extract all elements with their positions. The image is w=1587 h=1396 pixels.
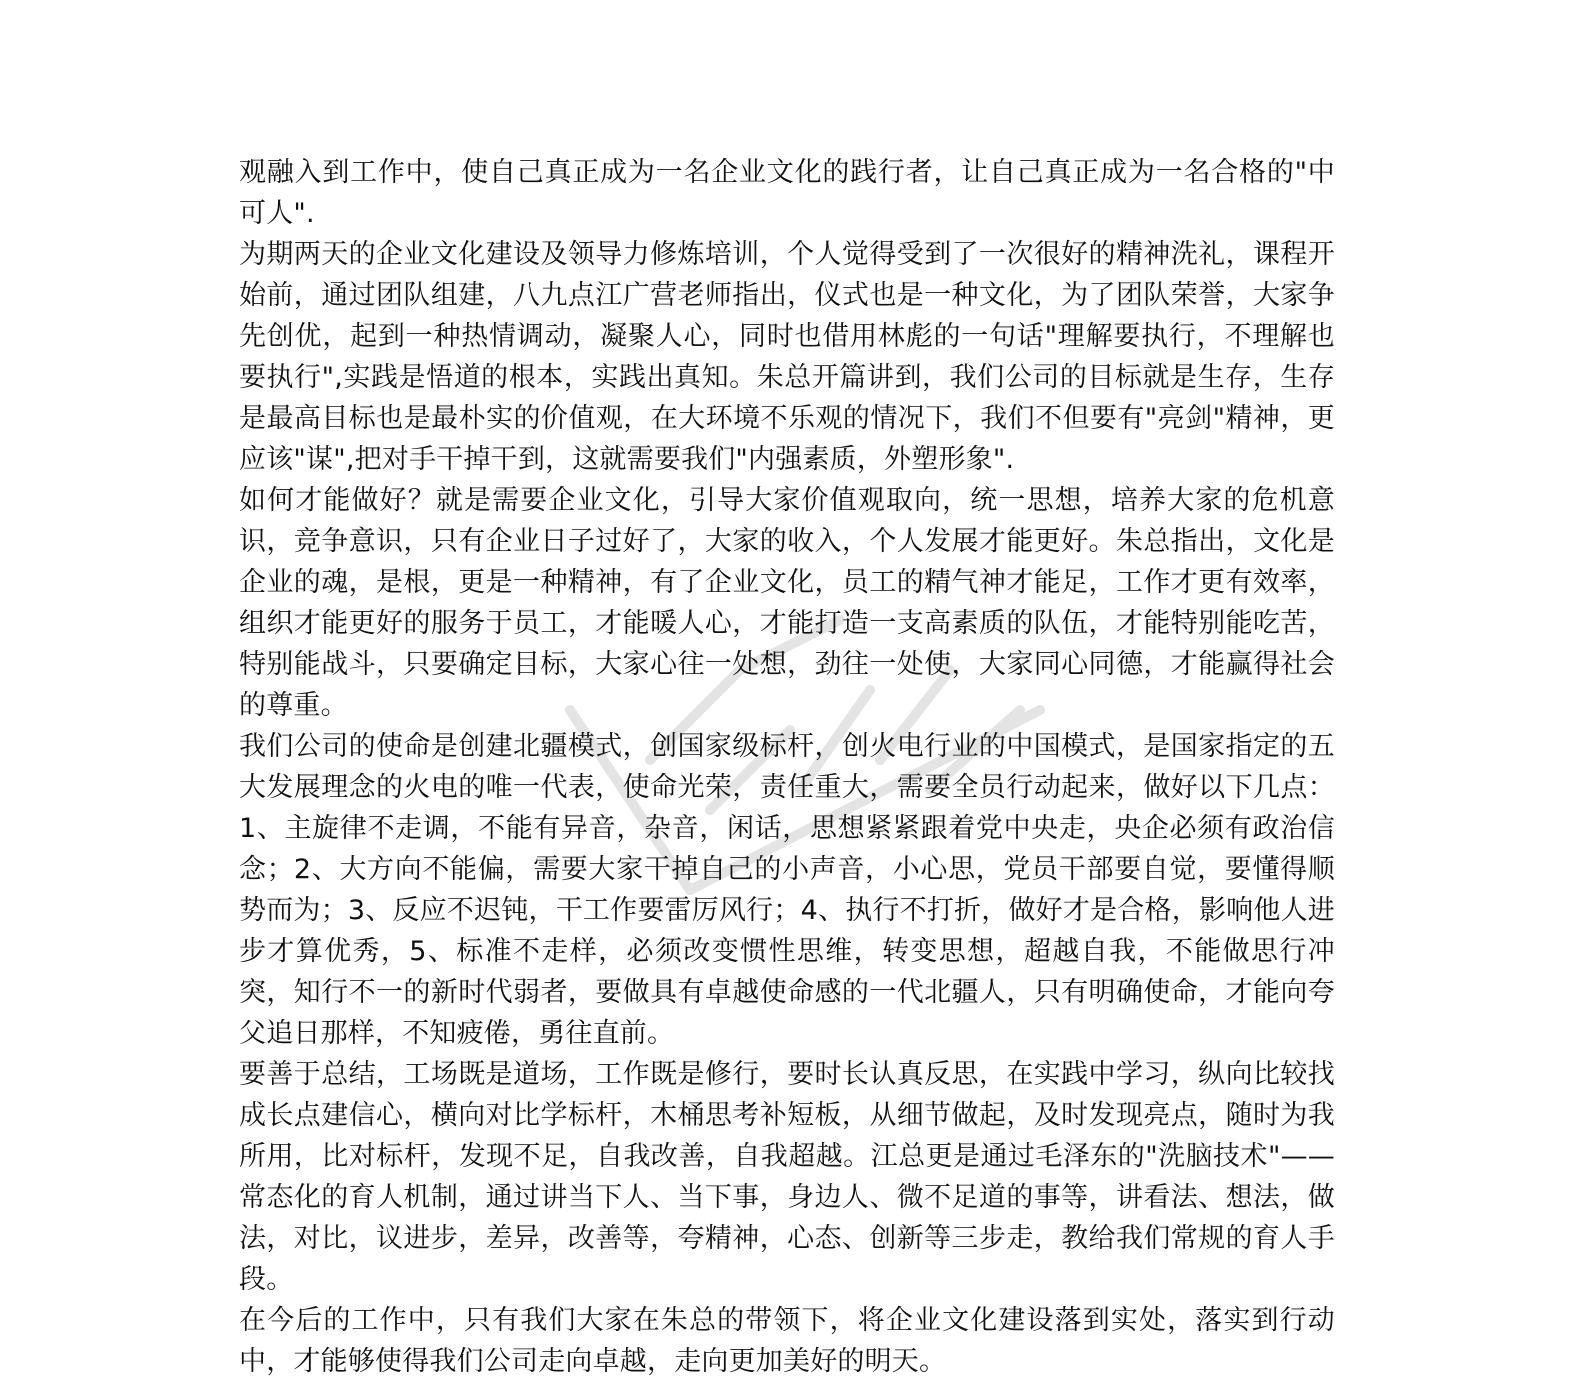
- paragraph-5: 要善于总结，工场既是道场，工作既是修行，要时长认真反思，在实践中学习，纵向比较找成长点建信心，横向对比学标杆，木桶思考补短板，从细节做起，及时发现亮点，随时为我所用，比对标杆，发现不足，自我改善，自我超越。江总更是通过毛泽东的"洗脑技术"——常态化的育人机制，通过讲当下人、当下事，身边人、微不足道的事等，讲看法、想法，做法，对比，议进步，差异，改善等，夸精神，心态、创新等三步走，教给我们常规的育人手段。: [239, 1059, 1335, 1295]
- paragraph-3: 如何才能做好？就是需要企业文化，引导大家价值观取向，统一思想，培养大家的危机意识，竞争意识，只有企业日子过好了，大家的收入，个人发展才能更好。朱总指出，文化是企业的魂，是根，更是一种精神，有了企业文化，员工的精气神才能足，工作才更有效率，组织才能更好的服务于员工，才能暖人心，才能打造一支高素质的队伍，才能特别能吃苦，特别能战斗，只要确定目标，大家心往一处想，劲往一处使，大家同心同德，才能赢得社会的尊重。: [239, 485, 1335, 721]
- paragraph-1: 观融入到工作中，使自己真正成为一名企业文化的践行者，让自己真正成为一名合格的"中可人".: [239, 157, 1335, 229]
- paragraph-4: 我们公司的使命是创建北疆模式，创国家级标杆，创火电行业的中国模式，是国家指定的五大发展理念的火电的唯一代表，使命光荣，责任重大，需要全员行动起来，做好以下几点：1、主旋律不走调，不能有异音，杂音，闲话，思想紧紧跟着党中央走，央企必须有政治信念；2、大方向不能偏，需要大家干掉自己的小声音，小心思，党员干部要自觉，要懂得顺势而为；3、反应不迟钝，干工作要雷厉风行；4、执行不打折，做好才是合格，影响他人进步才算优秀，5、标准不走样，必须改变惯性思维，转变思想，超越自我，不能做思行冲突，知行不一的新时代弱者，要做具有卓越使命感的一代北疆人，只有明确使命，才能向夸父追日那样，不知疲倦，勇往直前。: [239, 731, 1335, 1049]
- paragraph-6: 在今后的工作中，只有我们大家在朱总的带领下，将企业文化建设落到实处，落实到行动中，才能够使得我们公司走向卓越，走向更加美好的明天。: [239, 1305, 1335, 1377]
- paragraph-2: 为期两天的企业文化建设及领导力修炼培训，个人觉得受到了一次很好的精神洗礼，课程开始前，通过团队组建，八九点江广营老师指出，仪式也是一种文化，为了团队荣誉，大家争先创优，起到一种热情调动，凝聚人心，同时也借用林彪的一句话"理解要执行，不理解也要执行",实践是悟道的根本，实践出真知。朱总开篇讲到，我们公司的目标就是生存，生存是最高目标也是最朴实的价值观，在大环境不乐观的情况下，我们不但要有"亮剑"精神，更应该"谋",把对手干掉干到，这就需要我们"内强素质，外塑形象".: [239, 239, 1335, 475]
- document-body: [239, 152, 1335, 1382]
